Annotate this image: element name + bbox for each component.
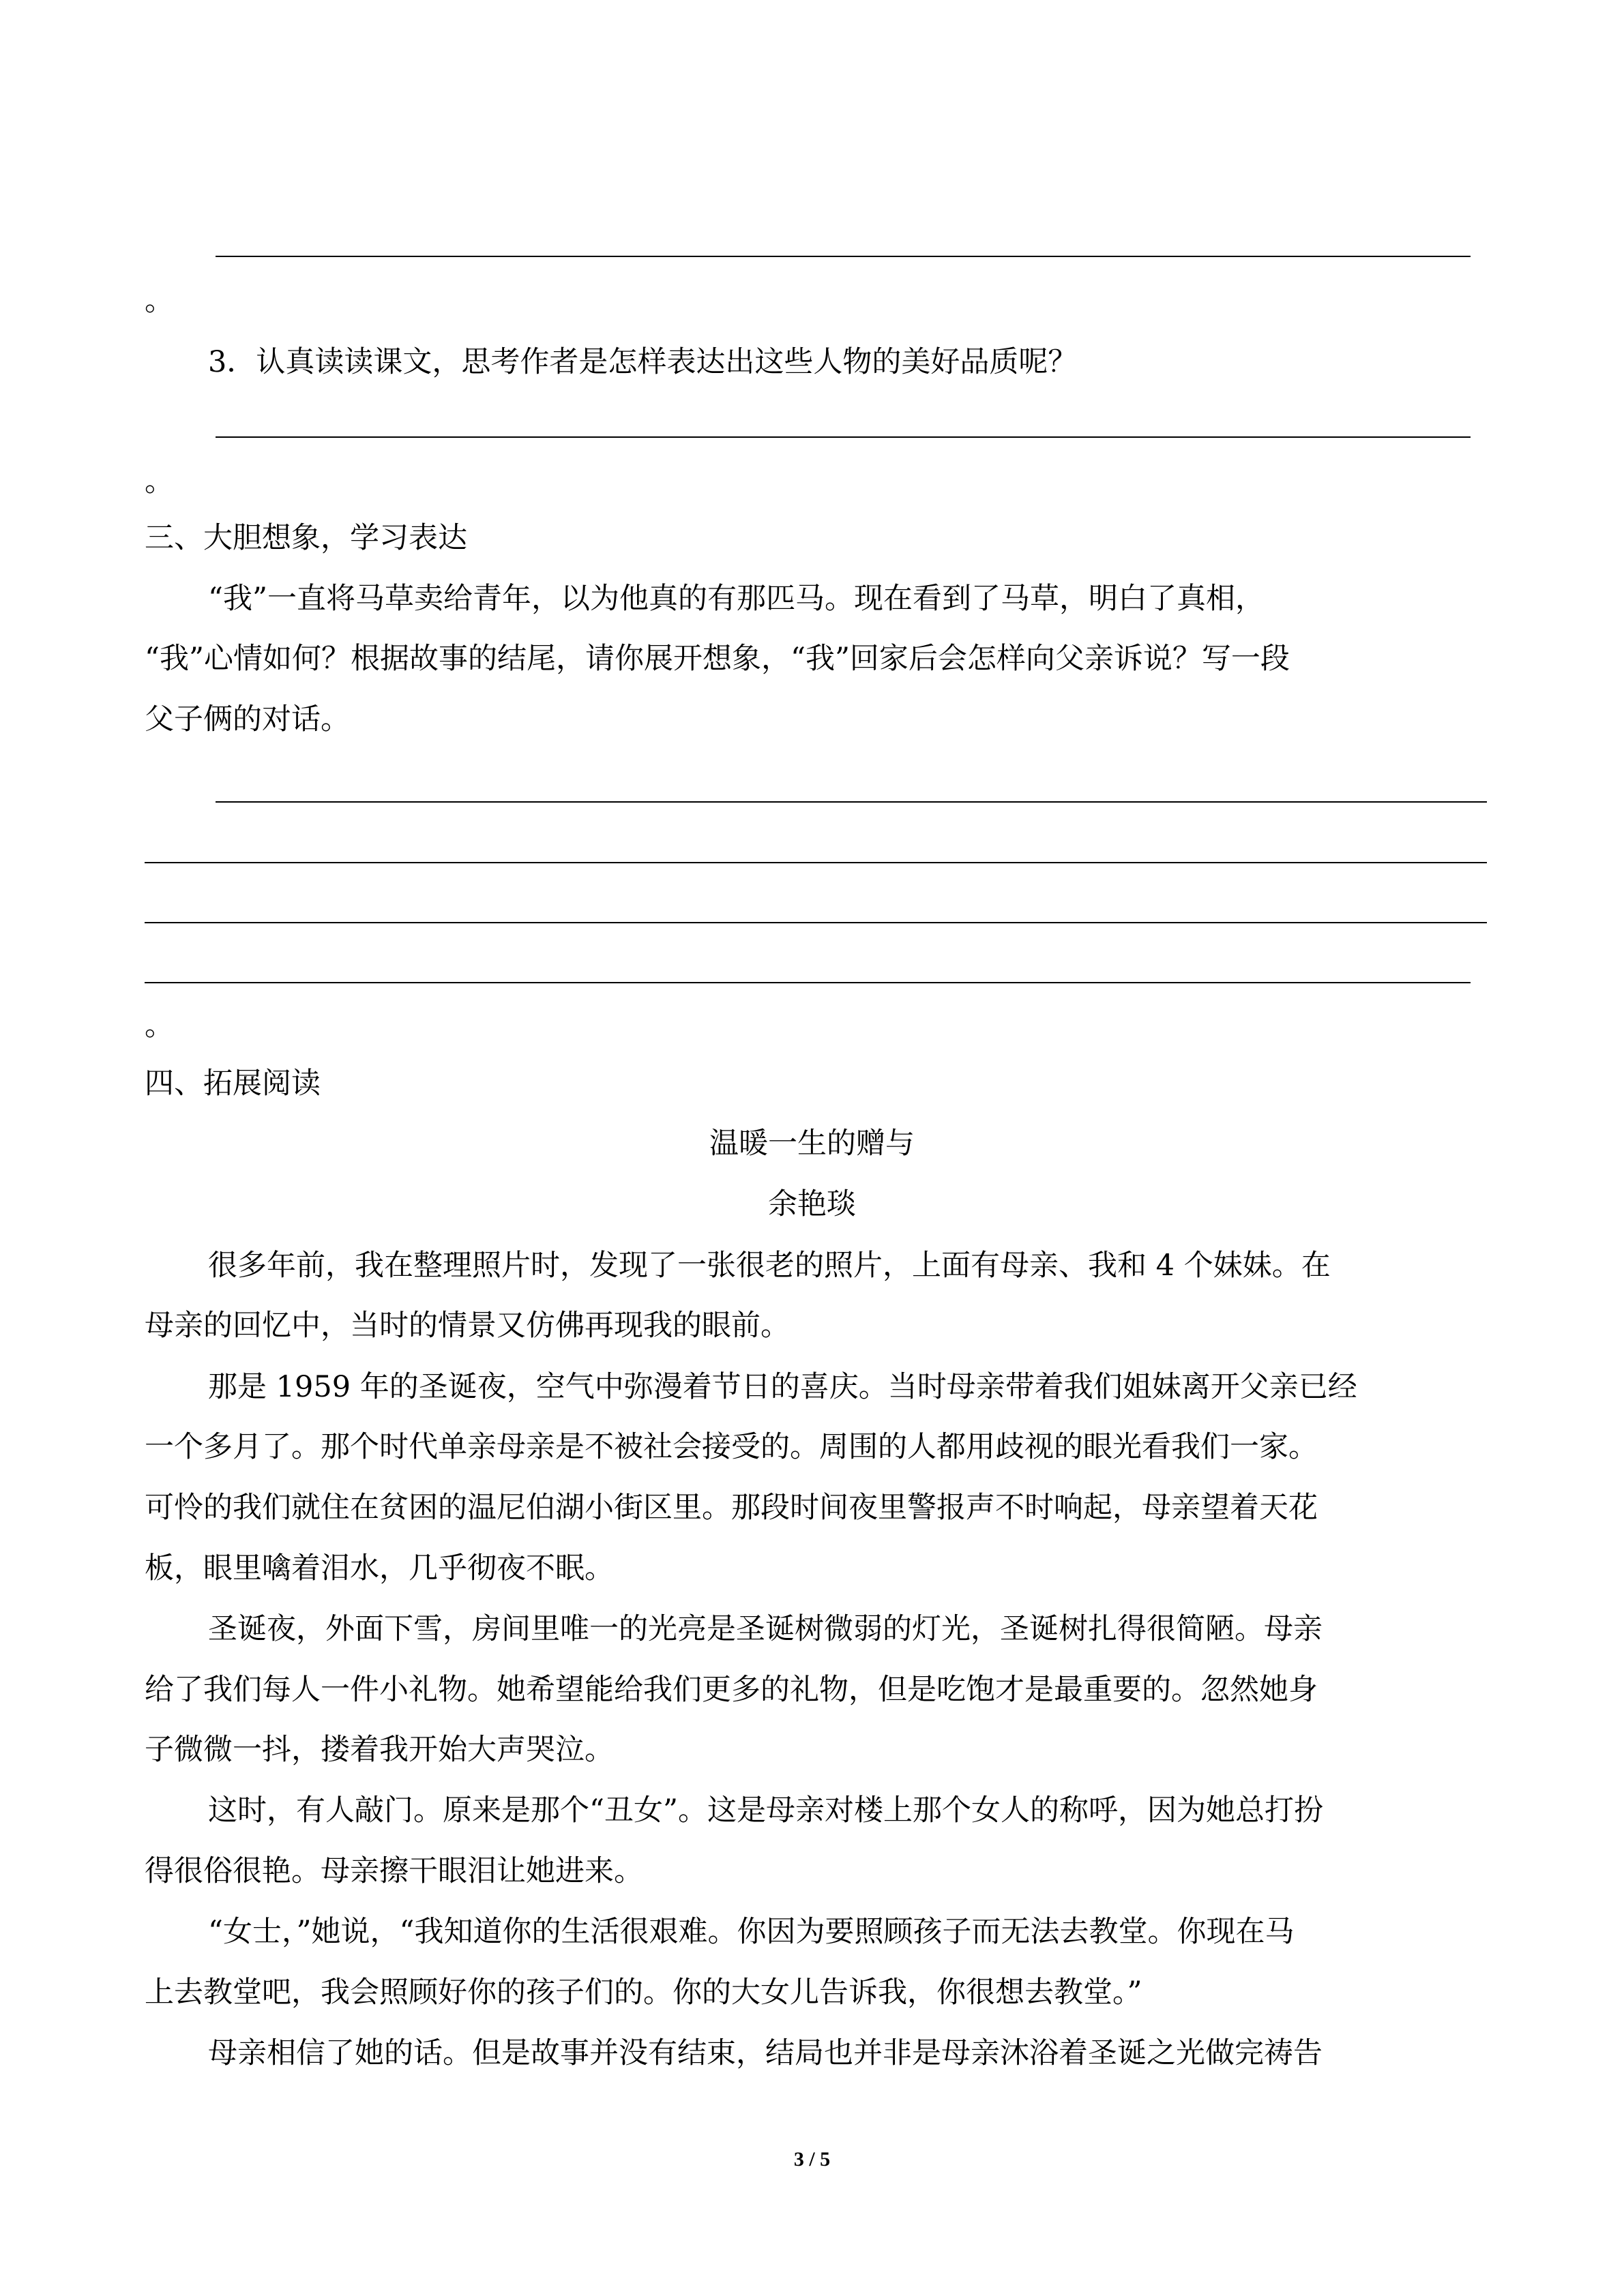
q2-end-mark: 。 [145,284,174,318]
section3-paragraph-line: “我”一直将马草卖给青年，以为他真的有那匹马。现在看到了马草，明白了真相， [208,582,1265,616]
article-line: 这时，有人敲门。原来是那个“丑女”。这是母亲对楼上那个女人的称呼，因为她总打扮 [208,1793,1323,1828]
article-line: 子微微一抖，搂着我开始大声哭泣。 [145,1733,614,1767]
section4-heading: 四、拓展阅读 [145,1067,321,1101]
article-author: 余艳琰 [768,1187,856,1221]
article-line: 很多年前，我在整理照片时，发现了一张很老的照片，上面有母亲、我和 4 个妹妹。在 [208,1249,1331,1283]
article-line: “女士，”她说，“我知道你的生活很艰难。你因为要照顾孩子而无法去教堂。你现在马 [208,1915,1295,1949]
article-line: 那是 1959 年的圣诞夜，空气中弥漫着节日的喜庆。当时母亲带着我们姐妹离开父亲已经 [208,1370,1357,1404]
article-line: 可怜的我们就住在贫困的温尼伯湖小街区里。那段时间夜里警报声不时响起，母亲望着天花 [145,1491,1318,1525]
q3-answer-line[interactable] [216,436,1471,438]
section3-answer-line[interactable] [145,982,1471,983]
article-line: 一个多月了。那个时代单亲母亲是不被社会接受的。周围的人都用歧视的眼光看我们一家。 [145,1430,1318,1464]
section3-heading: 三、大胆想象，学习表达 [145,521,467,555]
q2-answer-line[interactable] [216,256,1471,257]
section3-paragraph-line: 父子俩的对话。 [145,702,350,736]
article-line: 给了我们每人一件小礼物。她希望能给我们更多的礼物，但是吃饱才是最重要的。忽然她身 [145,1673,1318,1707]
section3-end-mark: 。 [145,1009,174,1043]
page-number: 3 / 5 [793,2148,831,2171]
section3-paragraph-line: “我”心情如何？根据故事的结尾，请你展开想象，“我”回家后会怎样向父亲诉说？写一段 [145,642,1290,676]
article-line: 母亲的回忆中，当时的情景又仿佛再现我的眼前。 [145,1309,790,1343]
article-title: 温暖一生的赠与 [709,1127,915,1161]
section3-answer-line[interactable] [145,922,1487,923]
section3-answer-line[interactable] [145,862,1487,863]
article-line: 圣诞夜，外面下雪，房间里唯一的光亮是圣诞树微弱的灯光，圣诞树扎得很简陋。母亲 [208,1612,1323,1646]
article-line: 上去教堂吧，我会照顾好你的孩子们的。你的大女儿告诉我，你很想去教堂。” [145,1976,1142,2010]
article-line: 得很俗很艳。母亲擦干眼泪让她进来。 [145,1854,643,1888]
q3-end-mark: 。 [145,464,174,498]
q3-prompt: 3．认真读读课文，思考作者是怎样表达出这些人物的美好品质呢？ [208,345,1078,379]
section3-answer-line[interactable] [216,801,1487,803]
article-line: 板，眼里噙着泪水，几乎彻夜不眠。 [145,1551,614,1585]
article-line: 母亲相信了她的话。但是故事并没有结束，结局也并非是母亲沐浴着圣诞之光做完祷告 [208,2036,1323,2070]
